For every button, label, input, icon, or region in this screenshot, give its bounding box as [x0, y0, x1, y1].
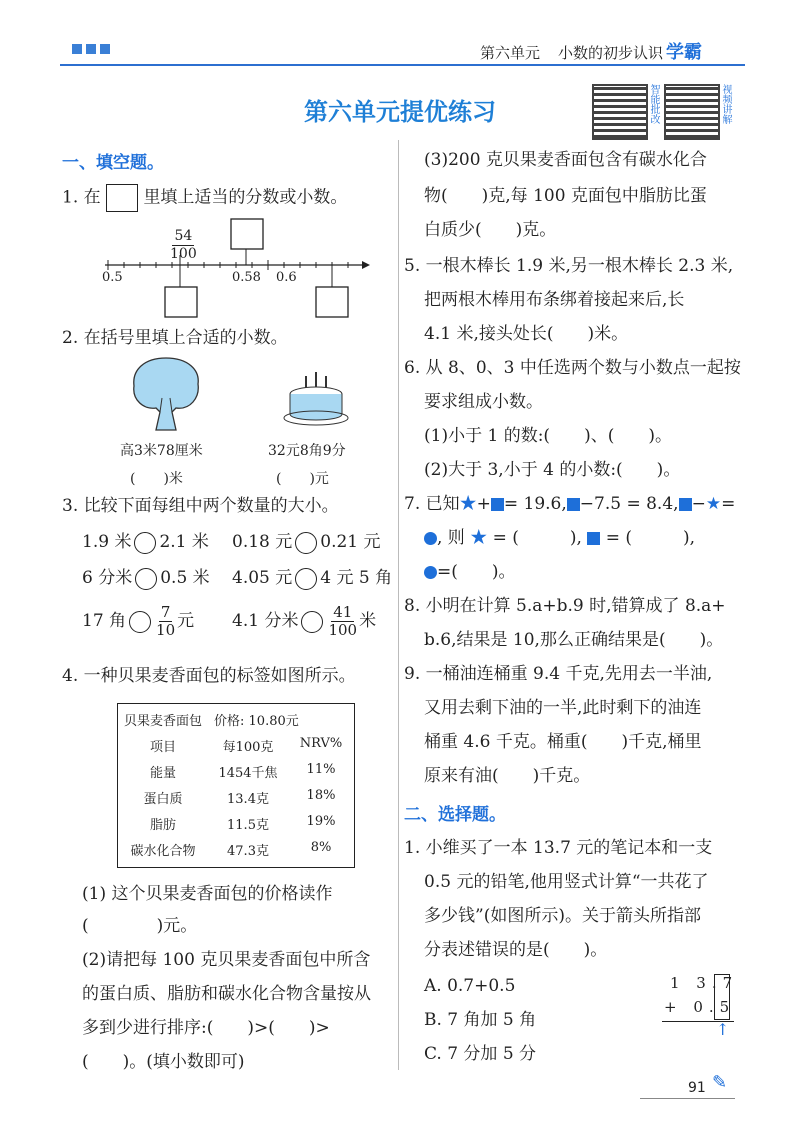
question-6-line1: 6. 从 8、0、3 中任选两个数与小数点一起按 — [404, 358, 741, 378]
vertical-addend-1: 1 3.7 — [670, 974, 739, 992]
compare-circle — [135, 568, 157, 590]
highlight-box — [714, 974, 730, 1020]
tree-icon — [126, 352, 206, 434]
answer-box-bottom-right — [316, 287, 348, 317]
choice-1-line2: 0.5 元的铅笔,他用竖式计算“一共花了 — [424, 872, 709, 892]
compare-row-2b: 4.05 元 4 元 5 角 — [232, 568, 393, 588]
q4-part2-line4: ( )。(填小数即可) — [82, 1052, 245, 1072]
tree-answer: ( )米 — [130, 471, 183, 487]
question-7-line3: =( )。 — [424, 560, 516, 584]
tick-label-0-6: 0.6 — [276, 270, 297, 285]
question-9-line3: 桶重 4.6 千克。桶重( )千克,桶里 — [424, 732, 702, 752]
tick-label-0-5: 0.5 — [102, 270, 123, 285]
question-8-line2: b.6,结果是 10,那么正确结果是( )。 — [424, 630, 724, 650]
compare-row-3: 17 角 $\frac{7}{10}$ 元 — [82, 603, 195, 639]
footer-rule — [640, 1098, 735, 1099]
q4-part2-line3: 多到少进行排序:( )>( )> — [82, 1018, 330, 1038]
fraction-7-10: $\frac{7}{10}$ — [156, 603, 176, 639]
question-9-line1: 9. 一桶油连桶重 9.4 千克,先用去一半油, — [404, 664, 713, 684]
table-row: 碳水化合物 47.3克 8% — [130, 840, 332, 859]
choice-1-line4: 分表述错误的是( )。 — [424, 940, 608, 960]
q4-part1-line2: ( )元。 — [82, 916, 198, 936]
q4-part2-line1: (2)请把每 100 克贝果麦香面包中所含 — [82, 950, 371, 970]
question-5-line3: 4.1 米,接头处长( )米。 — [424, 324, 629, 344]
question-7-line2: , 则 ★ = ( ), = ( ), — [424, 526, 695, 550]
question-6-line4: (2)大于 3,小于 4 的小数:( )。 — [424, 460, 681, 480]
question-4: 4. 一种贝果麦香面包的标签如图所示。 — [62, 666, 356, 686]
qr-label-left: 智能批改 — [648, 84, 659, 124]
header-rule — [60, 64, 745, 66]
question-1: 1. 在 里填上适当的分数或小数。 — [62, 184, 347, 212]
compare-circle — [129, 611, 151, 633]
question-3: 3. 比较下面每组中两个数量的大小。 — [62, 496, 339, 516]
pencil-icon: ✎ — [712, 1072, 728, 1093]
arrow-up-icon: ↑ — [716, 1020, 730, 1039]
question-5-line2: 把两根木棒用布条绑着接起来后,长 — [424, 290, 685, 310]
page-number: 91 — [688, 1080, 706, 1096]
qr-label-right: 视频讲解 — [720, 84, 731, 124]
answer-box — [106, 184, 138, 212]
table-row: 能量 1454千焦 11% — [149, 762, 336, 781]
q4-part3-line3: 白质少( )克。 — [424, 220, 557, 240]
vertical-addend-2: + 0.5 — [664, 998, 736, 1016]
tick-label-0-58: 0.58 — [232, 270, 261, 285]
question-6-line3: (1)小于 1 的数:( )、( )。 — [424, 426, 672, 446]
compare-row-1b: 0.18 元 0.21 元 — [232, 532, 381, 552]
circle-icon — [424, 532, 437, 545]
option-a[interactable]: A. 0.7+0.5 — [424, 976, 516, 996]
table-row: 项目 每100克 NRV% — [149, 736, 343, 755]
star-icon: ★ — [705, 494, 722, 514]
question-6-line2: 要求组成小数。 — [424, 392, 543, 412]
circle-icon — [424, 566, 437, 579]
star-icon: ★ — [459, 494, 477, 514]
choice-1-line1: 1. 小维买了一本 13.7 元的笔记本和一支 — [404, 838, 713, 858]
arrow-head-icon — [362, 261, 370, 269]
question-5-line1: 5. 一根木棒长 1.9 米,另一根木棒长 2.3 米, — [404, 256, 734, 276]
question-7-line1: 7. 已知★+ = 19.6, −7.5 = 8.4, −★= — [404, 494, 736, 514]
compare-circle — [301, 611, 323, 633]
answer-box-top — [231, 219, 263, 249]
fraction-41-100: $\frac{41}{100}$ — [328, 603, 358, 639]
q4-part1-line1: (1) 这个贝果麦香面包的价格读作 — [82, 884, 333, 904]
answer-box-bottom-left — [165, 287, 197, 317]
square-icon — [491, 498, 504, 511]
choice-1-line3: 多少钱”(如图所示)。关于箭头所指部 — [424, 906, 701, 926]
compare-row-3b: 4.1 分米 $\frac{41}{100}$ 米 — [232, 603, 377, 639]
square-icon — [567, 498, 580, 511]
birthday-cake-icon — [280, 366, 352, 428]
table-row: 蛋白质 13.4克 18% — [143, 788, 336, 807]
table-row: 脂肪 11.5克 19% — [149, 814, 336, 833]
nutrition-label-table — [117, 703, 355, 868]
section-multiple-choice: 二、选择题。 — [404, 805, 506, 825]
compare-row-2: 6 分米 0.5 米 — [82, 568, 210, 588]
q4-part2-line2: 的蛋白质、脂肪和碳水化合物含量按从 — [82, 984, 371, 1004]
question-9-line2: 又用去剩下油的一半,此时剩下的油连 — [424, 698, 702, 718]
table-header-row: 贝果麦香面包 价格: 10.80元 — [124, 714, 299, 729]
option-b[interactable]: B. 7 角加 5 角 — [424, 1010, 537, 1030]
square-icon — [587, 532, 600, 545]
q4-part3-line2: 物( )克,每 100 克面包中脂肪比蛋 — [424, 186, 707, 206]
header-decoration — [72, 44, 110, 54]
fraction-54-100: $\frac{54}{100}$ — [170, 228, 197, 262]
question-2: 2. 在括号里填上合适的小数。 — [62, 328, 288, 348]
section-fill-in: 一、填空题。 — [62, 153, 164, 173]
cake-answer: ( )元 — [276, 471, 329, 487]
star-icon: ★ — [470, 528, 488, 548]
question-8-line1: 8. 小明在计算 5.a+b.9 时,错算成了 8.a+ — [404, 596, 726, 616]
compare-circle — [295, 568, 317, 590]
header-unit: 第六单元 — [480, 44, 541, 62]
compare-row-1: 1.9 米 2.1 米 — [82, 532, 209, 552]
cake-label: 32元8角9分 — [268, 443, 346, 459]
compare-circle — [134, 532, 156, 554]
square-icon — [679, 498, 692, 511]
header-topic: 小数的初步认识 — [558, 44, 664, 62]
option-c[interactable]: C. 7 分加 5 分 — [424, 1044, 537, 1064]
xueba-logo: 学霸 — [666, 42, 702, 63]
header-title — [480, 42, 663, 63]
page-title: 第六单元提优练习 — [304, 98, 496, 126]
column-divider — [398, 140, 399, 1070]
tree-label: 高3米78厘米 — [120, 443, 203, 459]
compare-circle — [295, 532, 317, 554]
question-9-line4: 原来有油( )千克。 — [424, 766, 591, 786]
q4-part3-line1: (3)200 克贝果麦香面包含有碳水化合 — [424, 150, 707, 170]
